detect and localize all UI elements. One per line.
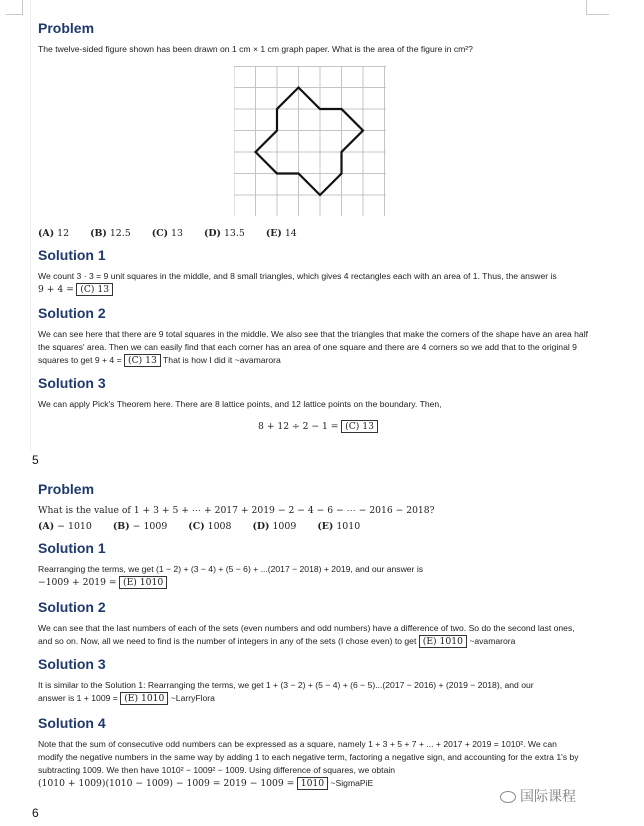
page-number-6: 6: [32, 806, 39, 820]
problem-statement-2: What is the value of 1 + 3 + 5 + ⋯ + 2017 + 2019 − 2 − 4 − 6 − ⋯ − 2016 − 2018?: [38, 505, 435, 516]
solution-3-text-2: It is similar to the Solution 1: Rearranging the terms, we get 1 + (3 − 2) + (5 − 4) + (6 − 5)...(2017 − 2016) + (2019 − 2018), and our answer is 1 + 1009 = (E) 1010 ~LarryFlora: [38, 680, 534, 704]
answer-box: 1010: [297, 777, 328, 790]
solution-3-heading-2: Solution 3: [38, 656, 106, 672]
solution-3-equation-1: 8 + 12 ÷ 2 − 1 = (C) 13: [38, 420, 598, 433]
choice-e-2: (E) 1010: [317, 521, 361, 532]
chat-bubble-icon: [500, 791, 516, 803]
problem-heading-2: Problem: [38, 481, 95, 497]
solution-1-heading-1: Solution 1: [38, 247, 106, 263]
solution-3-heading-1: Solution 3: [38, 375, 106, 391]
choice-c-1: (C) 13: [151, 228, 183, 239]
page-corner-mark-left: [6, 0, 23, 15]
watermark: 国际课程: [500, 786, 576, 806]
twelve-sided-figure-graph: [234, 66, 388, 218]
answer-choices-1: [38, 228, 315, 239]
choice-c-2: (C) 1008: [188, 521, 232, 532]
solution-2-text-1: We can see here that there are 9 total squares in the middle. We also see that the triangles that make the corners of the shape have an area half the squares' area. Then we can easily find that each corner has an area of one square and there are 4 corners so we add that to the original 9 squares to get 9 + 4 = (C) 13 That is how I did it ~avamarora: [38, 329, 589, 366]
page-number-5: 5: [32, 453, 39, 467]
solution-2-text-2: We can see that the last numbers of each of the sets (even numbers and odd numbers) have a difference of two. So do the second last ones, and so on. Now, all we need to find is the number of integers in any of the sets (I chose even) to get (E) 1010 ~avamarora: [38, 623, 575, 647]
solution-2-heading-1: Solution 2: [38, 305, 106, 321]
choice-d-1: (D) 13.5: [203, 228, 245, 239]
choice-d-2: (D) 1009: [252, 521, 297, 532]
graph-grid: [234, 66, 386, 216]
choice-b-1: (B) 12.5: [90, 228, 131, 239]
solution-4-text-2: Note that the sum of consecutive odd numbers can be expressed as a square, namely 1 + 3 + 5 + 7 + ... + 2017 + 2019 = 1010². We can modify the negative numbers in the same way by adding 1 to each negative term, factoring a negative sign, and accounting for the extra 1's by subtracting 1009. We then have 1010² − 1009² − 1009. Using difference of squares, we obtain (1010 + 1009)(1010 − 1009) − 1009 = 2019 − 1009 = 1010 ~SigmaPiE: [38, 739, 579, 789]
solution-3-text-1: We can apply Pick's Theorem here. There are 8 lattice points, and 12 lattice points on the boundary. Then,: [38, 399, 442, 409]
solution-1-heading-2: Solution 1: [38, 540, 106, 556]
answer-box: (E) 1010: [419, 635, 467, 648]
solution-1-text-2: Rearranging the terms, we get (1 − 2) + (3 − 4) + (5 − 6) + ...(2017 − 2018) + 2019, and our answer is −1009 + 2019 = (E) 1010: [38, 564, 424, 588]
answer-box: (E) 1010: [120, 692, 168, 705]
answer-box: (C) 13: [124, 354, 161, 367]
page-edge: [30, 0, 31, 452]
problem-statement-1: The twelve-sided figure shown has been drawn on 1 cm × 1 cm graph paper. What is the area of the figure in cm²?: [38, 44, 473, 54]
page-corner-mark-right: [586, 0, 609, 15]
answer-box: (C) 13: [76, 283, 113, 296]
choice-a-2: (A) − 1010: [38, 521, 92, 532]
problem-heading-1: Problem: [38, 20, 95, 36]
solution-4-heading-2: Solution 4: [38, 715, 106, 731]
choice-e-1: (E) 14: [265, 228, 297, 239]
answer-box: (E) 1010: [119, 576, 167, 589]
choice-b-2: (B) − 1009: [112, 521, 168, 532]
answer-choices-2: [38, 521, 378, 532]
twelve-sided-figure: [256, 88, 364, 196]
solution-2-heading-2: Solution 2: [38, 599, 106, 615]
choice-a-1: (A) 12: [38, 228, 70, 239]
answer-box: (C) 13: [341, 420, 378, 433]
solution-1-text-1: We count 3 · 3 = 9 unit squares in the middle, and 8 small triangles, which gives 4 rectangles each with an area of 1. Thus, the answer is 9 + 4 = (C) 13: [38, 271, 557, 295]
